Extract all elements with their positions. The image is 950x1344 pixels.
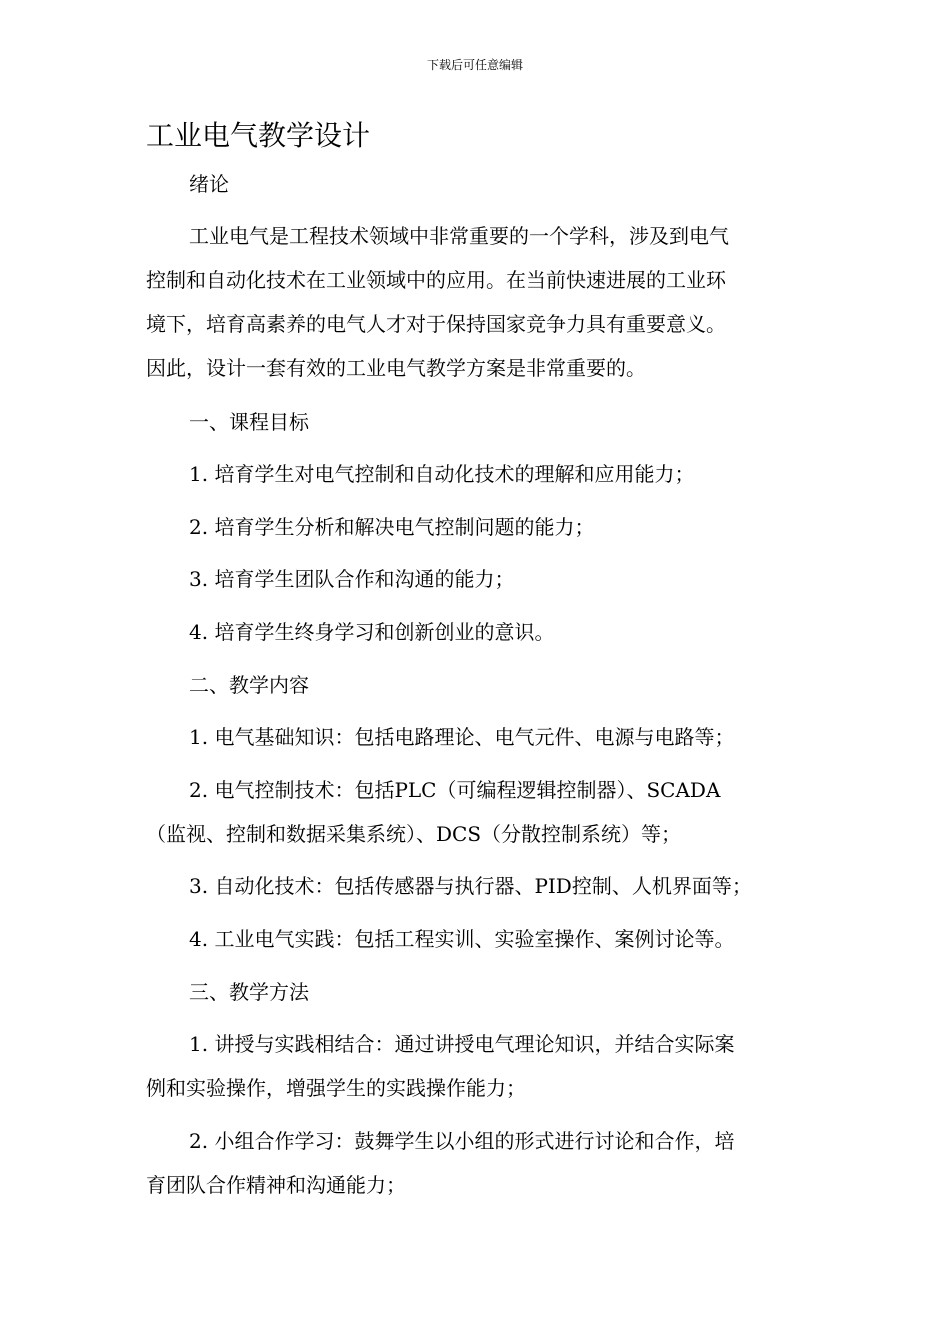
- intro-paragraph-line-1: 工业电气是工程技术领域中非常重要的一个学科，涉及到电气: [189, 224, 729, 248]
- goal-item-2: 2. 培育学生分析和解决电气控制问题的能力；: [189, 515, 595, 539]
- method-item-1-line-2: 例和实验操作，增强学生的实践操作能力；: [146, 1076, 526, 1100]
- intro-paragraph-line-3: 境下，培育高素养的电气人才对于保持国家竞争力具有重要意义。: [146, 312, 726, 336]
- content-item-3: 3. 自动化技术：包括传感器与执行器、PID控制、人机界面等；: [189, 874, 752, 898]
- intro-paragraph-line-4: 因此，设计一套有效的工业电气教学方案是非常重要的。: [146, 356, 646, 380]
- method-item-1-line-1: 1. 讲授与实践相结合：通过讲授电气理论知识，并结合实际案: [189, 1032, 735, 1056]
- goal-item-4: 4. 培育学生终身学习和创新创业的意识。: [189, 620, 555, 644]
- section-heading-course-goals: 一、课程目标: [189, 410, 309, 434]
- method-item-2-line-1: 2. 小组合作学习：鼓舞学生以小组的形式进行讨论和合作，培: [189, 1129, 735, 1153]
- intro-paragraph-line-2: 控制和自动化技术在工业领域中的应用。在当前快速进展的工业环: [146, 268, 726, 292]
- goal-item-3: 3. 培育学生团队合作和沟通的能力；: [189, 567, 515, 591]
- header-note: 下载后可任意编辑: [426, 58, 523, 72]
- goal-item-1: 1. 培育学生对电气控制和自动化技术的理解和应用能力；: [189, 462, 695, 486]
- document-title: 工业电气教学设计: [146, 119, 371, 152]
- method-item-2-line-2: 育团队合作精神和沟通能力；: [146, 1173, 406, 1197]
- content-item-2-line-2: （监视、控制和数据采集系统）、DCS（分散控制系统）等；: [146, 822, 682, 846]
- content-item-4: 4. 工业电气实践：包括工程实训、实验室操作、案例讨论等。: [189, 927, 735, 951]
- content-item-2-line-1: 2. 电气控制技术：包括PLC（可编程逻辑控制器）、SCADA: [189, 778, 721, 802]
- section-heading-introduction: 绪论: [189, 172, 229, 196]
- section-heading-teaching-methods: 三、教学方法: [189, 980, 309, 1004]
- section-heading-teaching-content: 二、教学内容: [189, 673, 309, 697]
- content-item-1: 1. 电气基础知识：包括电路理论、电气元件、电源与电路等；: [189, 725, 735, 749]
